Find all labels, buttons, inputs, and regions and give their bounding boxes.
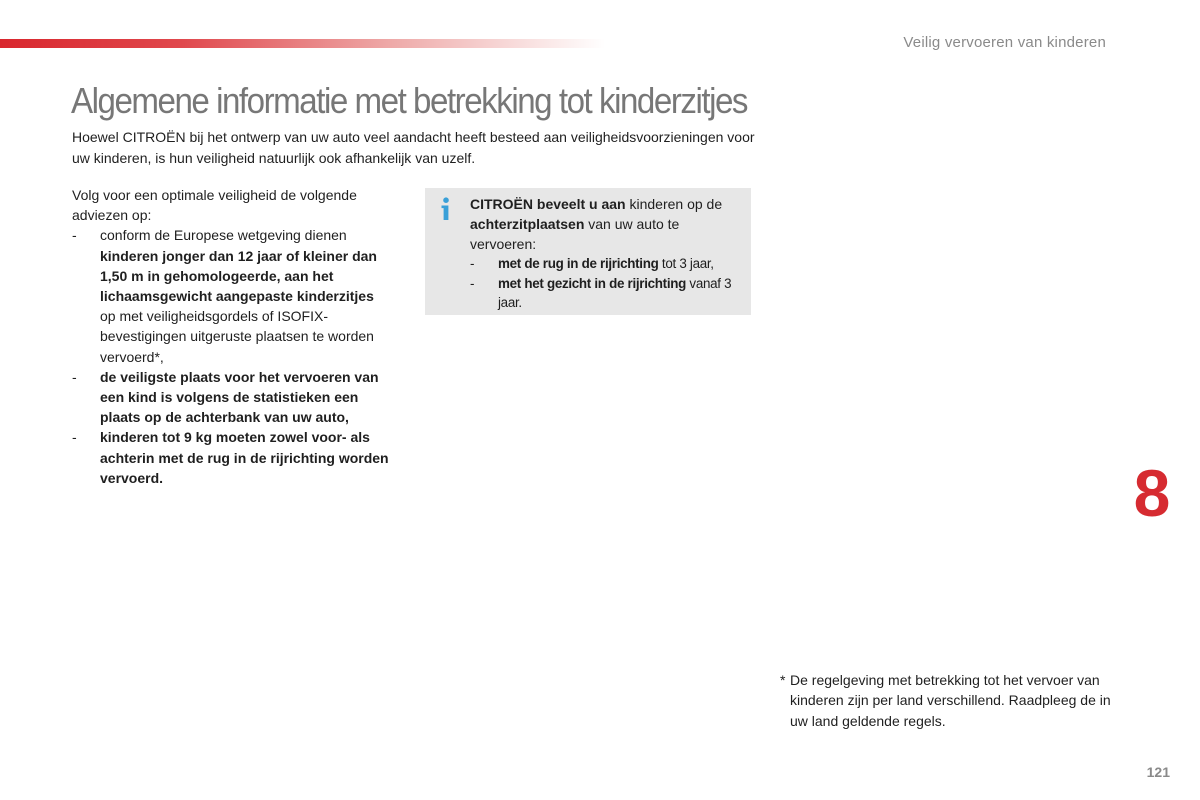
info-item1-text: tot 3 jaar, [658, 256, 714, 271]
advice-lead: Volg voor een optimale veiligheid de volgende adviezen op: [72, 187, 357, 224]
list-dash: - [72, 227, 77, 244]
advice-list [72, 225, 392, 488]
advice-item1-bold: kinderen jonger dan 12 jaar of kleiner dan 1,50 m in gehomologeerde, aan het lichaamsgewicht aangepaste kinderzitjes [100, 247, 377, 305]
advice-item1-pre: conform de Europese wetgeving dienen [100, 227, 347, 244]
list-item [72, 367, 392, 428]
advice-item2-bold: de veiligste plaats voor het vervoeren van een kind is volgens de statistieken een plaats op de achterbank van uw auto, [100, 368, 379, 426]
chapter-number: 8 [1133, 456, 1171, 530]
list-item [72, 225, 392, 366]
list-dash: - [72, 368, 77, 385]
info-text [470, 194, 743, 254]
page-title: Algemene informatie met betrekking tot kinderzitjes [71, 80, 748, 121]
info-text2: van uw auto te vervoeren: [470, 216, 680, 252]
info-bold2: achterzitplaatsen [470, 216, 585, 232]
advice-item1-post: op met veiligheidsgordels of ISOFIX-bevestigingen uitgeruste plaatsen te worden vervoerd*, [100, 308, 374, 365]
list-dash: - [470, 256, 475, 271]
info-box [425, 188, 751, 315]
info-item1-bold: met de rug in de rijrichting [498, 256, 659, 271]
info-list [470, 254, 743, 313]
header-accent-bar [0, 39, 605, 48]
list-item [72, 427, 392, 488]
footnote [780, 670, 1120, 731]
footnote-star: * [780, 672, 786, 688]
footnote-text: De regelgeving met betrekking tot het vervoer van kinderen zijn per land verschillend. Raadpleeg de in uw land geldende regels. [790, 672, 1111, 729]
page-number: 121 [1146, 764, 1170, 780]
info-item2-text: vanaf 3 jaar. [498, 275, 732, 310]
list-dash: - [470, 275, 475, 291]
list-item [470, 254, 743, 274]
list-item [470, 274, 743, 313]
info-item2-bold: met het gezicht in de rijrichting [498, 275, 687, 291]
advice-section [72, 185, 392, 488]
info-icon [439, 197, 453, 221]
intro-paragraph: Hoewel CITROËN bij het ontwerp van uw auto veel aandacht heeft besteed aan veiligheidsvoorzieningen voor uw kinderen, is hun veiligheid natuurlijk ook afhankelijk van uzelf. [72, 129, 755, 166]
info-text1: kinderen op de [625, 196, 723, 212]
advice-item3-bold: kinderen tot 9 kg moeten zowel voor- als achterin met de rug in de rijrichting worden vervoerd. [100, 429, 389, 486]
info-bold1: CITROËN beveelt u aan [470, 196, 626, 212]
chapter-title: Veilig vervoeren van kinderen [903, 34, 1106, 51]
list-dash: - [72, 429, 77, 446]
